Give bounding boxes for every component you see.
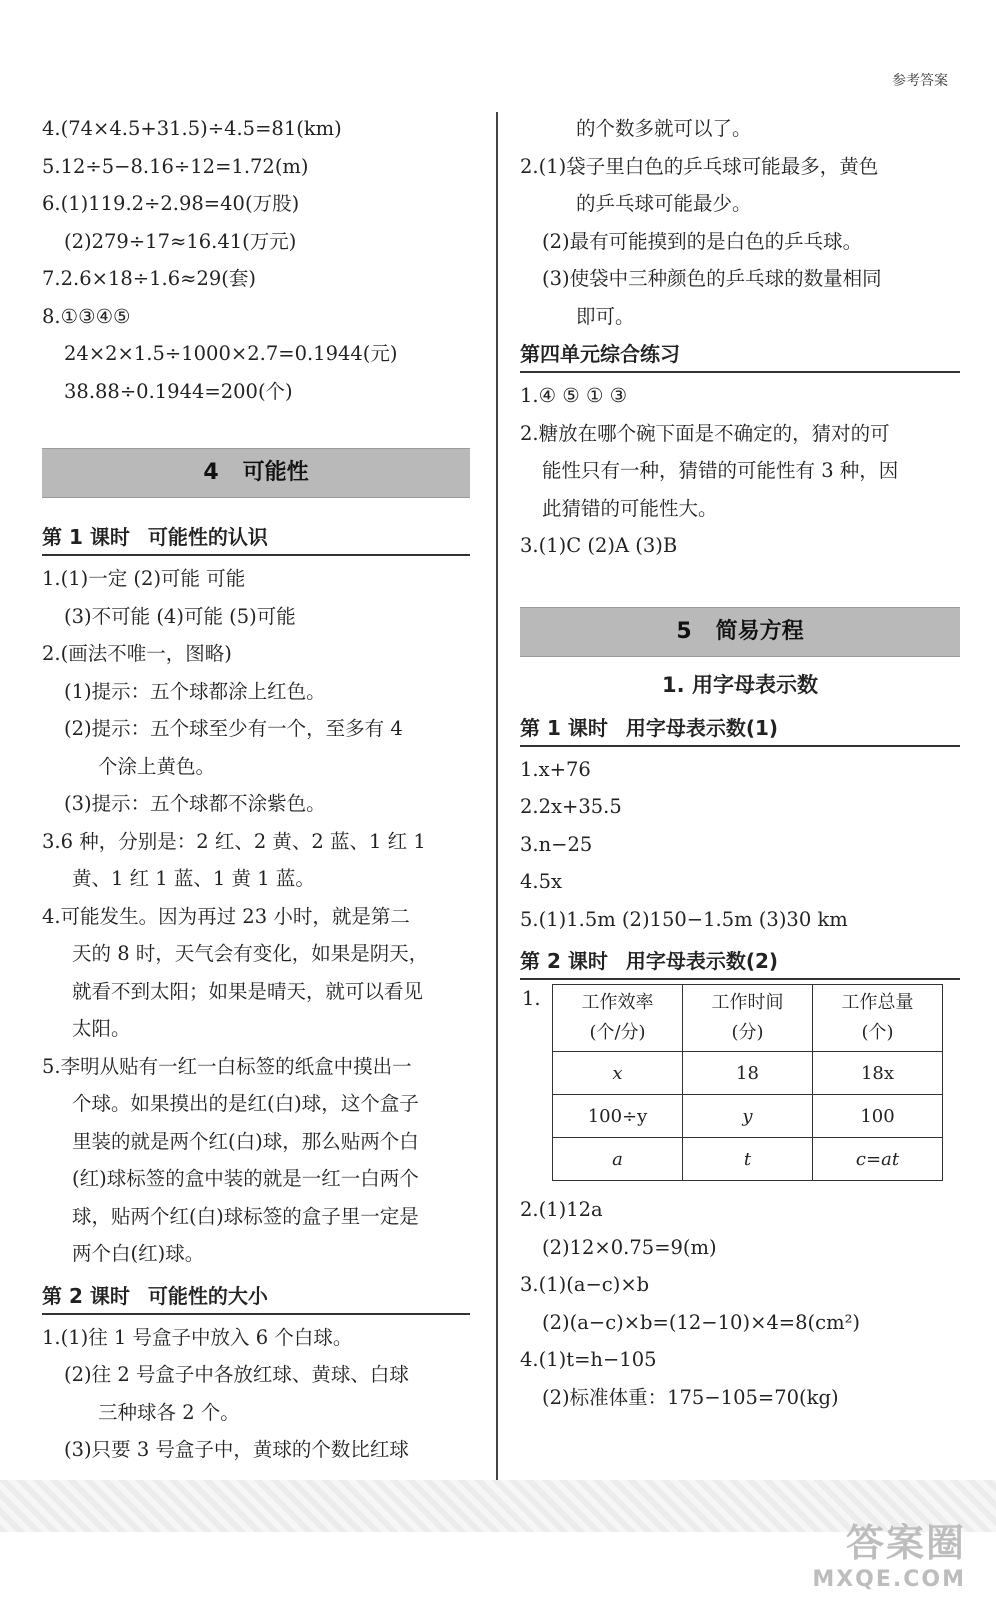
answer-line: (2)(a−c)×b=(12−10)×4=8(cm²) bbox=[542, 1310, 860, 1334]
answer-line: 能性只有一种，猜错的可能性有 3 种，因 bbox=[542, 459, 899, 482]
answer-line: 4.可能发生。因为再过 23 小时，就是第二 bbox=[42, 904, 410, 928]
answer-line: (1)提示：五个球都涂上红色。 bbox=[64, 679, 326, 703]
section-heading: 1. 用字母表示数 bbox=[662, 672, 818, 697]
answer-line: 5.12÷5−8.16÷12=1.72(m) bbox=[42, 154, 309, 178]
chapter-title: 可能性 bbox=[242, 460, 309, 485]
answer-line: 2.2x+35.5 bbox=[520, 795, 622, 818]
answer-line: (3)使袋中三种颜色的乒乓球的数量相同 bbox=[542, 267, 882, 290]
answer-line: 7.2.6×18÷1.6≈29(套) bbox=[42, 267, 256, 290]
answer-line: 3.6 种，分别是：2 红、2 黄、2 蓝、1 红 1 bbox=[42, 829, 426, 853]
answer-line: (2)标准体重：175−105=70(kg) bbox=[542, 1385, 839, 1409]
answer-line: 8.①③④⑤ bbox=[42, 304, 131, 328]
lesson-heading bbox=[520, 944, 960, 980]
answer-line: 个球。如果摸出的是红(白)球，这个盒子 bbox=[72, 1092, 419, 1115]
lesson-number: 第 2 课时 bbox=[42, 1283, 130, 1308]
unit-review-heading: 第四单元综合练习 bbox=[520, 337, 960, 373]
answer-line: 4.(1)t=h−105 bbox=[520, 1348, 657, 1371]
answer-line: (2)最有可能摸到的是白色的乒乓球。 bbox=[542, 229, 863, 253]
answer-line: 4.(74×4.5+31.5)÷4.5=81(km) bbox=[42, 117, 342, 140]
answer-line: 2.(1)12a bbox=[520, 1198, 603, 1221]
answer-line: 三种球各 2 个。 bbox=[98, 1400, 240, 1424]
table-cell: 18 bbox=[683, 1052, 813, 1095]
answer-line: 1.④ ⑤ ① ③ bbox=[520, 384, 628, 407]
answer-line: 两个白(红)球。 bbox=[72, 1242, 205, 1265]
answer-line: 2.(1)袋子里白色的乒乓球可能最多，黄色 bbox=[520, 154, 879, 178]
answer-line: 1.(1)一定 (2)可能 可能 bbox=[42, 567, 246, 590]
column-divider bbox=[496, 112, 498, 1484]
answer-line: 1.x+76 bbox=[520, 757, 591, 781]
chapter-heading bbox=[520, 607, 960, 657]
answer-line: 1.(1)往 1 号盒子中放入 6 个白球。 bbox=[42, 1325, 353, 1349]
left-column bbox=[42, 110, 470, 1469]
table-cell: y bbox=[683, 1095, 813, 1138]
chapter-title: 简易方程 bbox=[715, 618, 804, 644]
table-cell: 100÷y bbox=[553, 1095, 683, 1138]
answer-line: (2)12×0.75=9(m) bbox=[542, 1235, 717, 1259]
table-cell: c=at bbox=[813, 1138, 943, 1181]
lesson-title: 可能性的大小 bbox=[147, 1283, 268, 1308]
answer-line: 即可。 bbox=[576, 304, 635, 328]
answer-line: 个涂上黄色。 bbox=[98, 754, 216, 778]
table-row bbox=[553, 1095, 943, 1138]
answer-line: 的乒乓球可能最少。 bbox=[576, 192, 752, 215]
lesson-heading bbox=[520, 711, 960, 747]
chapter-number: 5 bbox=[676, 618, 692, 644]
lesson-heading bbox=[42, 520, 470, 556]
answer-line: (3)只要 3 号盒子中，黄球的个数比红球 bbox=[64, 1438, 409, 1461]
table-cell: t bbox=[683, 1138, 813, 1181]
lesson-number: 第 1 课时 bbox=[42, 525, 130, 549]
table-cell: x bbox=[553, 1052, 683, 1095]
lesson-title: 用字母表示数(1) bbox=[625, 715, 779, 740]
answer-line: 2.(画法不唯一，图略) bbox=[42, 642, 232, 665]
answer-line: 2.糖放在哪个碗下面是不确定的，猜对的可 bbox=[520, 421, 890, 445]
answer-line: (2)提示：五个球至少有一个，至多有 4 bbox=[64, 717, 403, 740]
answer-line: 6.(1)119.2÷2.98=40(万股) bbox=[42, 192, 300, 215]
table-row bbox=[553, 1138, 943, 1181]
chapter-heading bbox=[42, 448, 470, 498]
answer-line: 38.88÷0.1944=200(个) bbox=[64, 379, 293, 403]
lesson-title: 可能性的认识 bbox=[147, 525, 268, 549]
watermark-url: MXQE.COM bbox=[812, 1567, 966, 1592]
table-header-cell: 工作时间 (分) bbox=[683, 985, 813, 1052]
lesson-number: 第 1 课时 bbox=[520, 715, 608, 740]
lesson-heading bbox=[42, 1279, 470, 1315]
answer-line: 太阳。 bbox=[72, 1017, 131, 1040]
lesson-title: 用字母表示数(2) bbox=[625, 949, 779, 973]
table-header-row bbox=[553, 985, 943, 1052]
table-cell: 100 bbox=[813, 1095, 943, 1138]
chapter-number: 4 bbox=[203, 460, 219, 485]
answer-line: 24×2×1.5÷1000×2.7=0.1944(元) bbox=[64, 342, 398, 365]
answer-line: 4.5x bbox=[520, 870, 563, 893]
page-header-label: 参考答案 bbox=[892, 73, 948, 89]
answer-line: 天的 8 时，天气会有变化，如果是阴天， bbox=[72, 942, 429, 965]
answer-line: (红)球标签的盒中装的就是一红一白两个 bbox=[72, 1167, 419, 1190]
answer-line: 3.n−25 bbox=[520, 832, 593, 856]
right-column bbox=[520, 110, 960, 1416]
answer-line: 5.李明从贴有一红一白标签的纸盒中摸出一 bbox=[42, 1054, 412, 1078]
answer-line: (3)不可能 (4)可能 (5)可能 bbox=[64, 604, 296, 628]
answer-line: 的个数多就可以了。 bbox=[576, 117, 752, 140]
answer-line: (2)往 2 号盒子中各放红球、黄球、白球 bbox=[64, 1363, 409, 1386]
question-number: 1. bbox=[522, 987, 541, 1010]
answer-line: 球，贴两个红(白)球标签的盒子里一定是 bbox=[72, 1204, 419, 1228]
answer-line: (3)提示：五个球都不涂紫色。 bbox=[64, 792, 326, 815]
site-watermark bbox=[812, 1512, 966, 1592]
answer-line: (2)279÷17≈16.41(万元) bbox=[64, 229, 297, 253]
answer-line: 3.(1)C (2)A (3)B bbox=[520, 534, 678, 557]
table-cell: 18x bbox=[813, 1052, 943, 1095]
work-table bbox=[552, 984, 943, 1181]
answer-line: 就看不到太阳；如果是晴天，就可以看见 bbox=[72, 979, 424, 1003]
lesson-number: 第 2 课时 bbox=[520, 949, 608, 973]
answer-line: 此猜错的可能性大。 bbox=[542, 496, 718, 520]
table-cell: a bbox=[553, 1138, 683, 1181]
table-row bbox=[553, 1052, 943, 1095]
answer-line: 5.(1)1.5m (2)150−1.5m (3)30 km bbox=[520, 907, 848, 931]
answer-line: 里装的就是两个红(白)球，那么贴两个白 bbox=[72, 1129, 419, 1153]
work-table-block bbox=[520, 984, 960, 1181]
answer-line: 3.(1)(a−c)×b bbox=[520, 1273, 650, 1296]
table-header-cell: 工作总量 (个) bbox=[813, 985, 943, 1052]
watermark-logo: 答案圈 bbox=[845, 1521, 966, 1565]
answer-line: 黄、1 红 1 蓝、1 黄 1 蓝。 bbox=[72, 867, 315, 890]
table-header-cell: 工作效率 (个/分) bbox=[553, 985, 683, 1052]
